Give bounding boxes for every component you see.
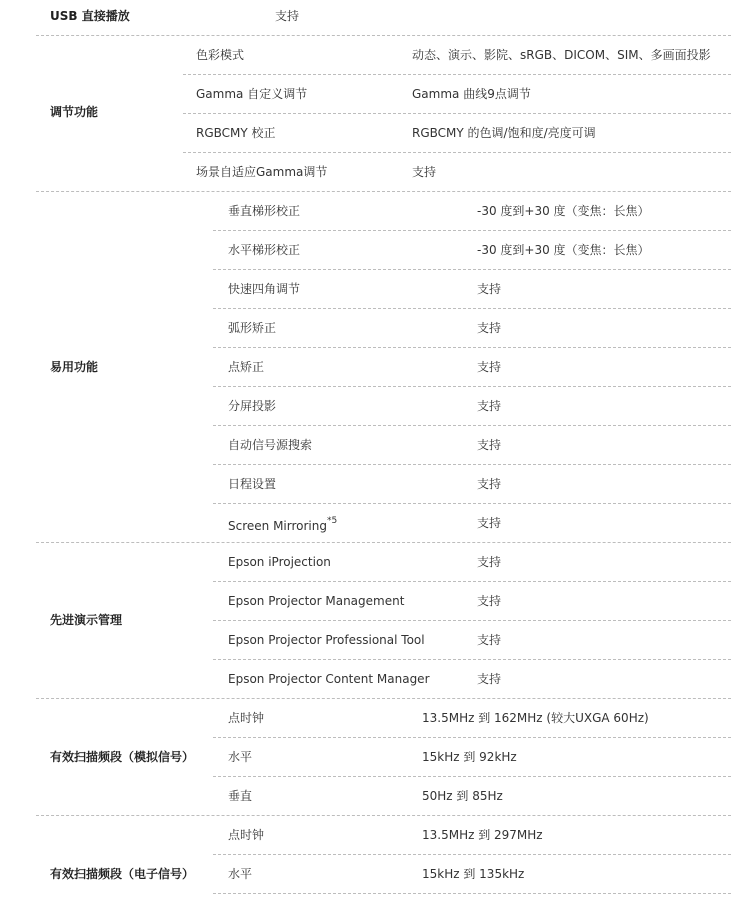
- adjust-row-value: RGBCMY 的色调/饱和度/亮度可调: [412, 126, 596, 140]
- ease-row-value: -30 度到+30 度（变焦：长焦）: [477, 204, 650, 218]
- ease-row-label: Screen Mirroring: [228, 519, 327, 533]
- screen-mirroring-label: [228, 516, 337, 533]
- digital-row-value: 13.5MHz 到 297MHz: [422, 828, 543, 842]
- digital-row-label: 点时钟: [228, 828, 265, 842]
- presentation-row-label: Epson iProjection: [228, 555, 331, 569]
- row-divider: [213, 737, 731, 738]
- adjust-row-label: 色彩模式: [196, 48, 245, 62]
- ease-row-label: 垂直梯形校正: [228, 204, 301, 218]
- usb-category-label: USB 直接播放: [50, 9, 130, 23]
- ease-row-label: 点矫正: [228, 360, 265, 374]
- presentation-category-label: 先进演示管理: [50, 613, 123, 627]
- adjust-row-value: Gamma 曲线9点调节: [412, 87, 531, 101]
- ease-row-label: 自动信号源搜索: [228, 438, 313, 452]
- row-divider: [183, 152, 731, 153]
- ease-row-value: 支持: [477, 516, 502, 530]
- row-divider: [183, 113, 731, 114]
- analog-row-label: 垂直: [228, 789, 253, 803]
- presentation-row-label: Epson Projector Professional Tool: [228, 633, 425, 647]
- row-divider: [213, 425, 731, 426]
- presentation-row-label: Epson Projector Management: [228, 594, 405, 608]
- section-divider: [36, 35, 731, 36]
- row-divider: [213, 620, 731, 621]
- presentation-row-label: Epson Projector Content Manager: [228, 672, 430, 686]
- digital-category-label: 有效扫描频段（电子信号）: [50, 867, 195, 881]
- presentation-row-value: 支持: [477, 633, 502, 647]
- ease-row-label: 快速四角调节: [228, 282, 301, 296]
- analog-row-label: 点时钟: [228, 711, 265, 725]
- analog-row-value: 50Hz 到 85Hz: [422, 789, 503, 803]
- analog-row-label: 水平: [228, 750, 253, 764]
- row-divider: [213, 893, 731, 894]
- analog-row-value: 15kHz 到 92kHz: [422, 750, 517, 764]
- digital-row-value: 15kHz 到 135kHz: [422, 867, 525, 881]
- ease-row-value: 支持: [477, 477, 502, 491]
- row-divider: [213, 464, 731, 465]
- row-divider: [213, 230, 731, 231]
- presentation-row-value: 支持: [477, 594, 502, 608]
- ease-row-value: 支持: [477, 282, 502, 296]
- section-divider: [36, 191, 731, 192]
- footnote-marker: *5: [326, 516, 338, 526]
- adjust-row-value: 动态、演示、影院、sRGB、DICOM、SIM、多画面投影: [412, 48, 711, 62]
- analog-row-value: 13.5MHz 到 162MHz (较大UXGA 60Hz): [422, 711, 649, 725]
- row-divider: [213, 347, 731, 348]
- analog-category-label: 有效扫描频段（模拟信号）: [50, 750, 195, 764]
- digital-row-label: 水平: [228, 867, 253, 881]
- section-divider: [36, 542, 731, 543]
- section-divider: [36, 698, 731, 699]
- presentation-row-value: 支持: [477, 672, 502, 686]
- ease-row-label: 水平梯形校正: [228, 243, 301, 257]
- ease-row-label: 弧形矫正: [228, 321, 277, 335]
- adjust-category-label: 调节功能: [50, 105, 99, 119]
- adjust-row-label: 场景自适应Gamma调节: [196, 165, 328, 179]
- section-divider: [36, 815, 731, 816]
- presentation-row-value: 支持: [477, 555, 502, 569]
- row-divider: [213, 776, 731, 777]
- row-divider: [213, 854, 731, 855]
- row-divider: [213, 269, 731, 270]
- row-divider: [213, 386, 731, 387]
- ease-row-value: 支持: [477, 360, 502, 374]
- row-divider: [213, 659, 731, 660]
- ease-category-label: 易用功能: [50, 360, 99, 374]
- adjust-row-label: Gamma 自定义调节: [196, 87, 308, 101]
- usb-value: 支持: [275, 9, 300, 23]
- ease-row-label: 分屏投影: [228, 399, 277, 413]
- ease-row-value: 支持: [477, 438, 502, 452]
- adjust-row-label: RGBCMY 校正: [196, 126, 276, 140]
- adjust-row-value: 支持: [412, 165, 437, 179]
- row-divider: [213, 308, 731, 309]
- ease-row-value: 支持: [477, 399, 502, 413]
- row-divider: [183, 74, 731, 75]
- row-divider: [213, 581, 731, 582]
- ease-row-value: 支持: [477, 321, 502, 335]
- ease-row-value: -30 度到+30 度（变焦：长焦）: [477, 243, 650, 257]
- ease-row-label: 日程设置: [228, 477, 277, 491]
- row-divider: [213, 503, 731, 504]
